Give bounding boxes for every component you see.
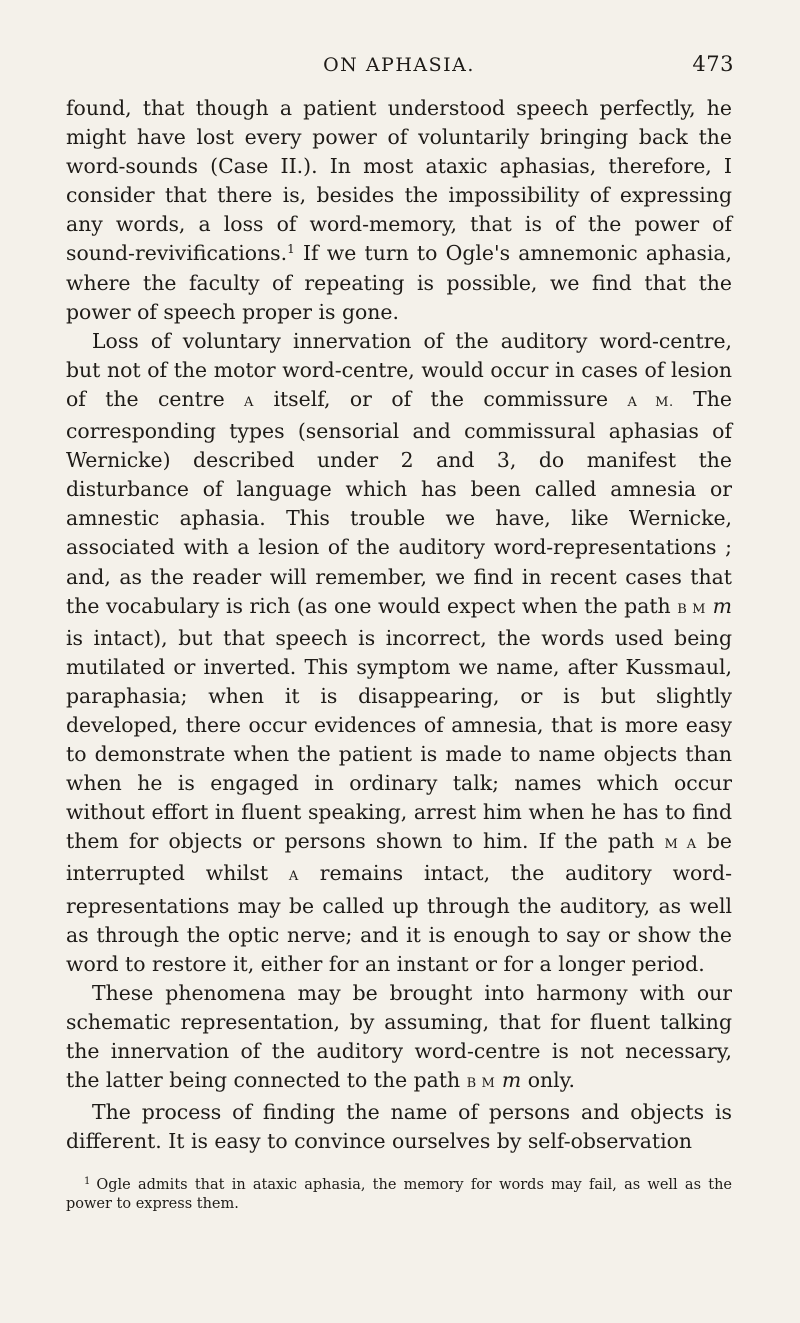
text-run: itself, or of the commissure	[254, 386, 628, 411]
italic-label: m	[712, 593, 733, 618]
text-run: be interrupted whilst	[66, 829, 732, 886]
footnote-reference: 1	[287, 242, 295, 257]
running-title: ON APHASIA.	[323, 54, 475, 76]
small-caps-label: A	[244, 394, 255, 410]
paragraph-1	[66, 94, 732, 327]
text-run: only.	[521, 1068, 575, 1093]
small-caps-label: B M	[466, 1076, 496, 1092]
footnote-text: Ogle admits that in ataxic aphasia, the memory for words may fail, as well as the power to express them.	[66, 1177, 732, 1213]
book-page	[66, 48, 732, 1214]
running-head	[66, 48, 732, 88]
small-caps-label: M A	[664, 837, 697, 853]
italic-label: m	[501, 1068, 522, 1093]
footnote-marker: 1	[84, 1176, 91, 1188]
text-run: If we turn to Ogle's amnemonic aphasia, where the faculty of repeating is possible, we find that the power of speech proper is gone.	[66, 241, 732, 324]
text-run: The process of finding the name of persons and objects is different. It is easy to convince ourselves by self-observation	[66, 1100, 732, 1154]
paragraph-4	[66, 1098, 732, 1156]
text-run: These phenomena may be brought into harmony with our schematic representation, by assuming, that for fluent talking the innervation of the auditory word-centre is not necessary, the latter being connected to the path	[66, 980, 732, 1093]
text-run: remains intact, the auditory word-representations may be called up through the auditory, as well as through the optic nerve; and it is enough to say or show the word to restore it, either for an instant or for a longer period.	[66, 861, 732, 976]
small-caps-label: A M.	[627, 394, 674, 410]
small-caps-label: A	[288, 869, 299, 885]
footnote	[66, 1176, 732, 1214]
text-run: is intact), but that speech is incorrect, the words used being mutilated or inverted. This symptom we name, after Kussmaul, paraphasia; when it is disappearing, or is but slightly developed, there occur evidences of amnesia, that is more easy to demonstrate when the patient is made to name objects than when he is engaged in ordinary talk; names which occur without effort in fluent speaking, arrest him when he has to find them for objects or persons shown to him. If the path	[66, 625, 732, 854]
body-text	[66, 94, 732, 1156]
page-number: 473	[692, 52, 734, 76]
text-run: The corresponding types (sensorial and commissural aphasias of Wernicke) described under 2 and 3, do manifest the disturbance of language which has been called amnesia or amnestic aphasia. This trouble we have, like Wernicke, associated with a lesion of the auditory word-representations ; and, as the reader will remember, we find in recent cases that the vocabulary is rich (as one would expect when the path	[66, 386, 732, 618]
text-run: Loss of voluntary innervation of the auditory word-centre, but not of the motor word-centre, would occur in cases of lesion of the centre	[66, 328, 732, 411]
small-caps-label: B M	[677, 601, 707, 617]
paragraph-3	[66, 979, 732, 1098]
paragraph-2	[66, 327, 732, 979]
text-run: found, that though a patient understood speech perfectly, he might have lost every power of voluntarily bringing back the word-sounds (Case II.). In most ataxic aphasias, therefore, I consider that there is, besides the impossibility of expressing any words, a loss of word-memory, that is of the power of sound-revivifications.	[66, 96, 732, 266]
